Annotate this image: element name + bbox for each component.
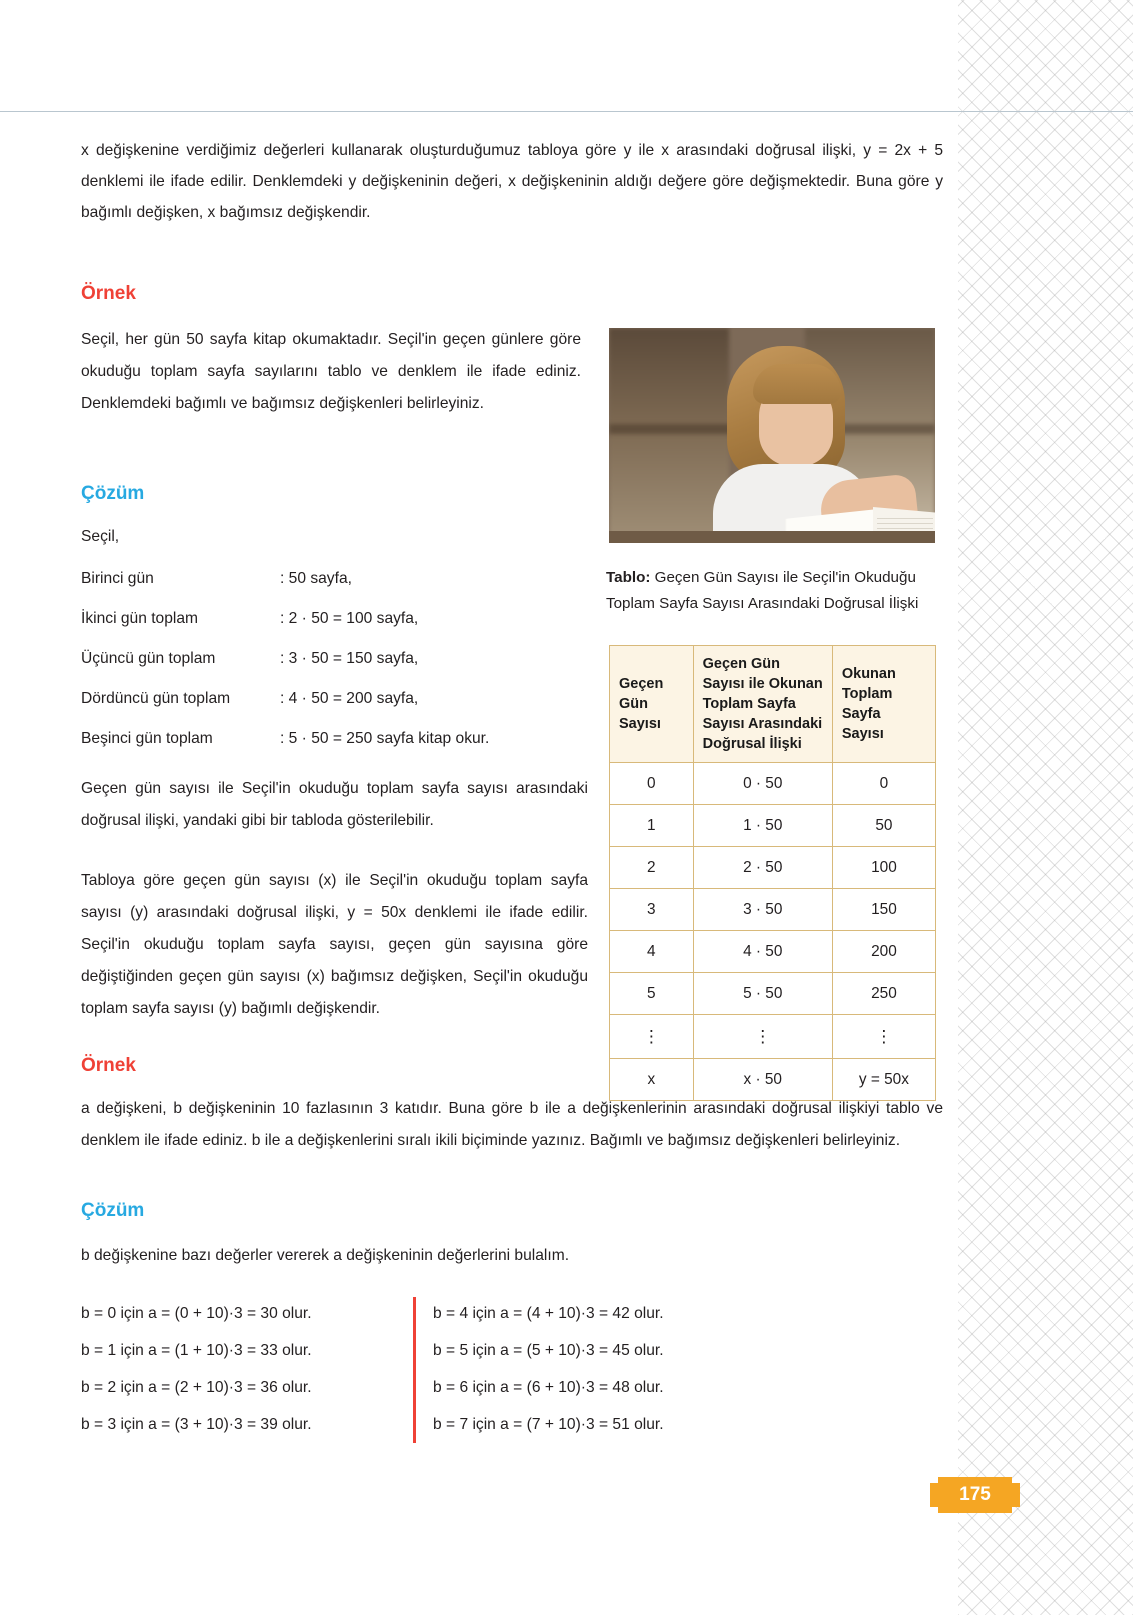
equation-column-right [433,1295,763,1443]
photo-hair-front [753,364,841,404]
table-cell: 5 [610,973,694,1015]
table-cell: 4 · 50 [693,931,832,973]
table-cell: 0 [832,763,935,805]
table-cell: ⋮ [832,1015,935,1059]
day-label: Beşinci gün toplam [81,729,213,747]
example-2-heading: Örnek [81,1055,136,1076]
solution-2-intro: b değişkenine bazı değerler vererek a değişkeninin değerlerini bulalım. [81,1247,570,1264]
day-label: Üçüncü gün toplam [81,649,216,667]
day-value: : 4 · 50 = 200 sayfa, [280,689,419,707]
table-cell: 3 · 50 [693,889,832,931]
solution-1-heading: Çözüm [81,483,145,504]
solution-2-heading: Çözüm [81,1200,145,1221]
table-cell: ⋮ [610,1015,694,1059]
table-cell: 5 · 50 [693,973,832,1015]
table-caption [606,565,936,617]
table-row [610,931,936,973]
equation-line: b = 0 için a = (0 + 10)·3 = 30 olur. [81,1305,312,1322]
table-cell: 200 [832,931,935,973]
list-item [81,678,601,718]
table-row-ellipsis [610,1015,936,1059]
table-row [610,973,936,1015]
day-label: Dördüncü gün toplam [81,689,231,707]
table-cell: 1 [610,805,694,847]
table-cell: 0 · 50 [693,763,832,805]
table-row [610,763,936,805]
example-1-heading: Örnek [81,283,136,304]
table-cell: x [610,1059,694,1101]
table-cell: 0 [610,763,694,805]
table-cell: 2 [610,847,694,889]
table-cell: 100 [832,847,935,889]
table-cell: 2 · 50 [693,847,832,889]
equation-line: b = 7 için a = (7 + 10)·3 = 51 olur. [433,1416,664,1433]
table-head [610,646,936,763]
header-divider [0,111,1133,112]
intro-paragraph: x değişkenine verdiğimiz değerleri kullanarak oluşturduğumuz tabloya göre y ile x arasındaki doğrusal ilişki, y = 2x + 5 denklemi ile ifade edilir. Denklemdeki y değişkeninin değeri, x değişkeninin aldığı değere göre değişmektedir. Buna göre y bağımlı değişken, x bağımsız değişkendir. [81,142,943,221]
table-header-row [610,646,936,763]
table-cell: x · 50 [693,1059,832,1101]
table-cell: 4 [610,931,694,973]
day-value: : 3 · 50 = 150 sayfa, [280,649,419,667]
list-item [81,638,601,678]
table-cell: ⋮ [693,1015,832,1059]
table-caption-text: Geçen Gün Sayısı ile Seçil'in Okuduğu Toplam Sayfa Sayısı Arasındaki Doğrusal İlişki [606,569,919,612]
equation-line: b = 2 için a = (2 + 10)·3 = 36 olur. [81,1379,312,1396]
linear-relation-table [609,645,936,1101]
day-label: Birinci gün [81,569,154,587]
solution-1-paragraph-2: Tabloya göre geçen gün sayısı (x) ile Seçil'in okuduğu toplam sayfa sayısı (y) arasındaki doğrusal ilişki, y = 50x denklemi ile ifade edilir. Seçil'in okuduğu toplam sayfa sayısı, geçen gün sayısına göre değiştiğinden geçen gün sayısı (x) bağımsız değişken, Seçil'in okuduğu toplam sayfa sayısı (y) bağımlı değişkendir. [81,872,588,1017]
equation-line: b = 1 için a = (1 + 10)·3 = 33 olur. [81,1342,312,1359]
equation-line: b = 3 için a = (3 + 10)·3 = 39 olur. [81,1416,312,1433]
day-value: : 5 · 50 = 250 sayfa kitap okur. [280,729,490,747]
column-divider [413,1297,416,1443]
list-item [81,598,601,638]
table-body [610,763,936,1101]
table-header-cell: Geçen Gün Sayısı [610,646,694,763]
equation-line: b = 6 için a = (6 + 10)·3 = 48 olur. [433,1379,664,1396]
table-cell: y = 50x [832,1059,935,1101]
decorative-hatch-band [958,0,1133,1615]
list-item [81,558,601,598]
example-2-body: a değişkeni, b değişkeninin 10 fazlasının 3 katıdır. Buna göre b ile a değişkenlerinin arasındaki doğrusal ilişkiyi tablo ve denklem ile ifade ediniz. b ile a değişkenlerini sıralı ikili biçiminde yazınız. Bağımlı ve bağımsız değişkenleri belirleyiniz. [81,1100,943,1149]
list-item [81,718,601,758]
page-number: 175 [938,1477,1012,1513]
equation-line: b = 4 için a = (4 + 10)·3 = 42 olur. [433,1305,664,1322]
equation-column-left [81,1295,401,1443]
table-cell: 50 [832,805,935,847]
table-row [610,889,936,931]
table-cell: 150 [832,889,935,931]
table-cell: 250 [832,973,935,1015]
photo-desk [609,531,935,543]
reading-girl-photo [609,328,935,543]
day-label: İkinci gün toplam [81,609,199,627]
photo-background-left [609,328,729,543]
table-cell: 1 · 50 [693,805,832,847]
table-row [610,805,936,847]
page-number-ribbon [930,1477,1020,1513]
solution-1-paragraph-1: Geçen gün sayısı ile Seçil'in okuduğu toplam sayfa sayısı arasındaki doğrusal ilişki, yandaki gibi bir tabloda gösterilebilir. [81,780,588,829]
table-row [610,847,936,889]
table-caption-label: Tablo: [606,569,651,586]
table-header-cell: Geçen Gün Sayısı ile Okunan Toplam Sayfa Sayısı Arasındaki Doğrusal İlişki [693,646,832,763]
solution-1-intro: Seçil, [81,528,120,545]
table-header-cell: Okunan Toplam Sayfa Sayısı [832,646,935,763]
day-totals-list [81,558,601,758]
day-value: : 50 sayfa, [280,569,352,587]
equation-line: b = 5 için a = (5 + 10)·3 = 45 olur. [433,1342,664,1359]
table-cell: 3 [610,889,694,931]
day-value: : 2 · 50 = 100 sayfa, [280,609,419,627]
example-1-body: Seçil, her gün 50 sayfa kitap okumaktadır. Seçil'in geçen günlere göre okuduğu toplam sayfa sayılarını tablo ve denklem ile ifade ediniz. Denklemdeki bağımlı ve bağımsız değişkenleri belirleyiniz. [81,331,581,412]
